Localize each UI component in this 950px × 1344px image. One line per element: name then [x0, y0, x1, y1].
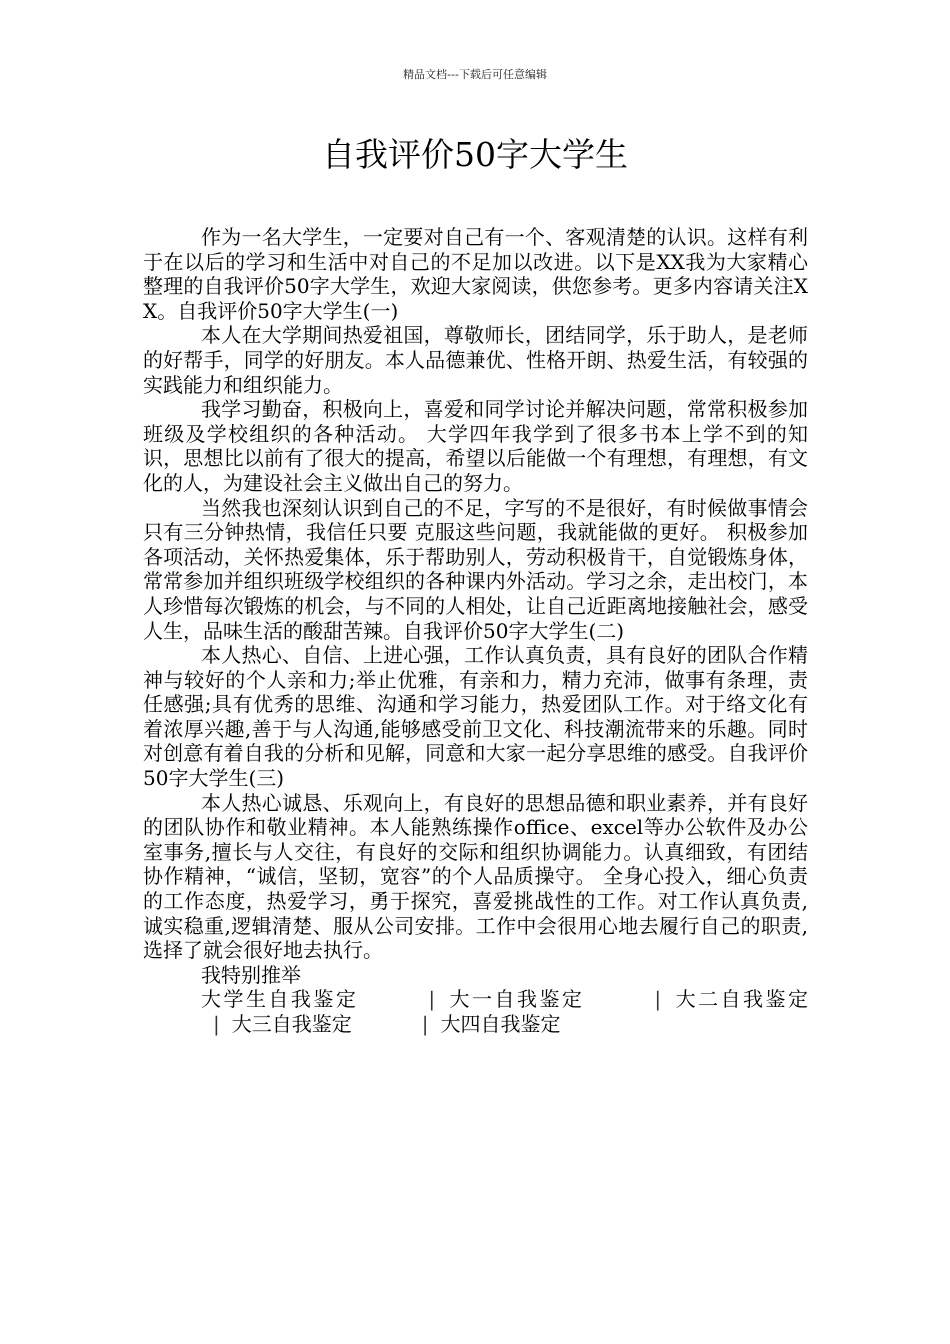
link-college-self-appraisal[interactable]: 大学生自我鉴定 [201, 987, 359, 1012]
link-sophomore-self-appraisal[interactable]: 大二自我鉴定 [673, 987, 809, 1012]
paragraph-2: 我学习勤奋，积极向上，喜爱和同学讨论并解决问题，常常积极参加班级及学校组织的各种活动。 大学四年我学到了很多书本上学不到的知识，思想比以前有了很大的提高，希望以后能做一个有理想，有理想，有文化的人，为建设社会主义做出自己的努力。 [143, 397, 808, 495]
link-freshman-self-appraisal[interactable]: 大一自我鉴定 [447, 987, 585, 1012]
document-body [143, 225, 808, 1037]
paragraph-intro: 作为一名大学生，一定要对自己有一个、客观清楚的认识。这样有利于在以后的学习和生活中对自己的不足加以改进。以下是XX我为大家精心整理的自我评价50字大学生，欢迎大家阅读，供您参考。更多内容请关注XX。自我评价50字大学生(一) [143, 225, 808, 323]
page-title: 自我评价50字大学生 [322, 135, 628, 174]
paragraph-3: 当然我也深刻认识到自己的不足，字写的不是很好，有时候做事情会只有三分钟热情，我信任只要 克服这些问题，我就能做的更好。 积极参加各项活动，关怀热爱集体，乐于帮助别人，劳动积极肯干，自觉锻炼身体，常常参加并组织班级学校组织的各种课内外活动。学习之余，走出校门，本人珍惜每次锻炼的机会，与不同的人相处，让自己近距离地接触社会，感受人生，品味生活的酸甜苦辣。自我评价50字大学生(二) [143, 495, 808, 643]
link-senior-self-appraisal[interactable]: 大四自我鉴定 [440, 1012, 561, 1036]
header-note: 精品文档---下载后可任意编辑 [403, 68, 547, 81]
link-separator: | [654, 987, 662, 1012]
link-separator: | [421, 1012, 429, 1036]
link-junior-self-appraisal[interactable]: 大三自我鉴定 [231, 1012, 352, 1036]
paragraph-4: 本人热心、自信、上进心强，工作认真负责，具有良好的团队合作精神与较好的个人亲和力;举止优雅，有亲和力，精力充沛，做事有条理，责任感强;具有优秀的思维、沟通和学习能力，热爱团队工作。对于络文化有着浓厚兴趣,善于与人沟通,能够感受前卫文化、科技潮流带来的乐趣。同时对创意有着自我的分析和见解，同意和大家一起分享思维的感受。自我评价50字大学生(三) [143, 643, 808, 791]
link-separator: | [428, 987, 436, 1012]
paragraph-5: 本人热心诚恳、乐观向上，有良好的思想品德和职业素养，并有良好的团队协作和敬业精神。本人能熟练操作office、excel等办公软件及办公室事务,擅长与人交往，有良好的交际和组织协调能力。认真细致，有团结协作精神，“诚信，坚韧，宽容”的个人品质操守。 全身心投入，细心负责的工作态度，热爱学习，勇于探究，喜爱挑战性的工作。对工作认真负责,诚实稳重,逻辑清楚、服从公司安排。工作中会很用心地去履行自己的职责,选择了就会很好地去执行。 [143, 790, 808, 963]
recommend-links [143, 987, 808, 1036]
recommend-heading: 我特别推举 [201, 962, 301, 987]
link-separator: | [213, 1012, 220, 1036]
paragraph-1: 本人在大学期间热爱祖国，尊敬师长，团结同学，乐于助人，是老师的好帮手，同学的好朋友。本人品德兼优、性格开朗、热爱生活，有较强的实践能力和组织能力。 [143, 323, 808, 397]
